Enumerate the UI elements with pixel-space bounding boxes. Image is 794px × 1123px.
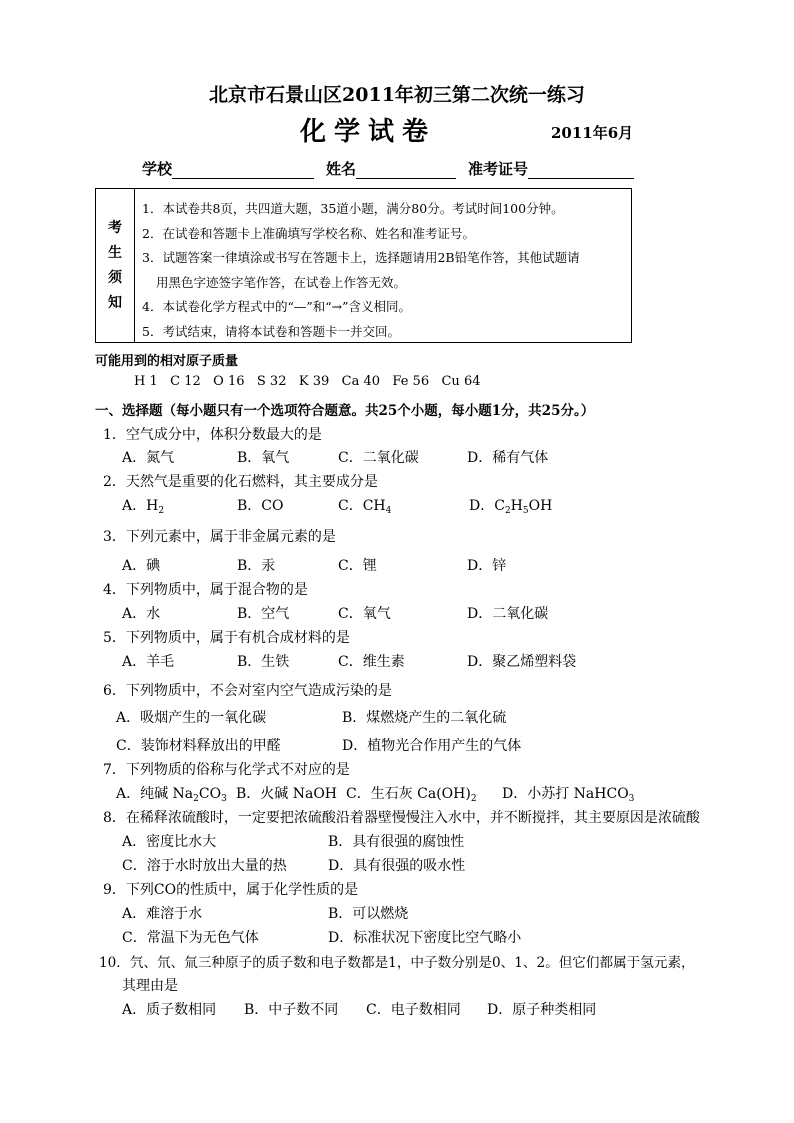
q1-option-c: C．二氧化碳: [338, 450, 419, 466]
atomic-mass-values: H 1 C 12 O 16 S 32 K 39 Ca 40 Fe 56 Cu 64: [134, 374, 481, 389]
q6-option-c: C．装饰材料释放出的甲醛: [116, 738, 281, 754]
question-8-stem: 8．在稀释浓硫酸时，一定要把浓硫酸沿着器壁慢慢注入水中，并不断搅拌，其主要原因是浓硫酸: [103, 810, 700, 826]
question-7-stem: 7．下列物质的俗称与化学式不对应的是: [103, 762, 350, 778]
question-6-stem: 6．下列物质中，不会对室内空气造成污染的是: [103, 683, 392, 699]
q7-option-a: A．纯碱 $Na_2CO_3$: [116, 786, 227, 804]
q6-option-b: B．煤燃烧产生的二氧化硫: [342, 710, 507, 726]
q8-option-b: B．具有很强的腐蚀性: [328, 834, 465, 850]
q10-option-d: D．原子种类相同: [487, 1002, 597, 1018]
question-2-stem: 2．天然气是重要的化石燃料，其主要成分是: [103, 474, 378, 490]
q4-option-d: D．二氧化碳: [467, 606, 549, 622]
q1-option-a: A．氮气: [122, 450, 175, 466]
q6-option-d: D．植物光合作用产生的气体: [342, 738, 522, 754]
name-label: 姓名: [326, 160, 357, 178]
question-4-stem: 4．下列物质中，属于混合物的是: [103, 582, 308, 598]
exam-subject: 化学试卷: [300, 117, 437, 147]
notice-line: 2．在试卷和答题卡上准确填写学校名称、姓名和准考证号。: [142, 225, 475, 241]
q6-option-a: A．吸烟产生的一氧化碳: [116, 710, 267, 726]
notice-line: 3．试题答案一律填涂或书写在答题卡上，选择题请用2B铅笔作答，其他试题请: [142, 250, 580, 265]
question-10-stem-cont: 其理由是: [122, 978, 178, 994]
q10-option-a: A．质子数相同: [122, 1002, 217, 1018]
q10-option-c: C．电子数相同: [366, 1002, 461, 1018]
q1-option-b: B．氧气: [237, 450, 290, 466]
notice-body: [134, 197, 627, 344]
q4-option-b: B．空气: [237, 606, 290, 622]
q2-option-b: B．CO: [237, 498, 284, 514]
q7-option-c: C．生石灰 $Ca(OH)_2$: [346, 786, 477, 804]
q8-option-a: A．密度比水大: [122, 834, 217, 850]
q9-option-c: C．常温下为无色气体: [122, 930, 259, 946]
section-title: 一、选择题（每小题只有一个选项符合题意。共25个小题，每小题1分，共25分。）: [95, 403, 595, 419]
notice-line: 用黑色字迹签字笔作答，在试卷上作答无效。: [156, 274, 407, 290]
notice-heading: 考 生 须 知: [96, 189, 135, 342]
q7-option-d: D．小苏打 NaHCO$_3$: [502, 786, 635, 804]
q2-option-d: D．$C_2H_5OH$: [469, 498, 553, 516]
q3-option-a: A．碘: [122, 558, 161, 574]
q5-option-d: D．聚乙烯塑料袋: [467, 654, 577, 670]
q2-option-a: A．$H_2$: [122, 498, 165, 516]
q9-option-b: B．可以燃烧: [328, 906, 409, 922]
notice-line: 5．考试结束，请将本试卷和答题卡一并交回。: [142, 323, 400, 339]
question-9-stem: 9．下列CO的性质中，属于化学性质的是: [103, 882, 359, 898]
notice-line: 4．本试卷化学方程式中的“—”和“→”含义相同。: [142, 299, 411, 314]
q4-option-c: C．氧气: [338, 606, 391, 622]
school-label: 学校: [142, 160, 173, 178]
q7-option-b: B．火碱 NaOH: [236, 786, 338, 802]
notice-box: [95, 188, 632, 343]
notice-line: 1．本试卷共8页，共四道大题，35道小题，满分80分。考试时间100分钟。: [142, 201, 564, 216]
question-3-stem: 3．下列元素中，属于非金属元素的是: [103, 529, 336, 545]
student-info-fields: [142, 158, 646, 179]
q3-option-c: C．锂: [338, 558, 377, 574]
exam-title: 北京市石景山区2011年初三第二次统一练习: [209, 84, 585, 106]
exam-no-input-line[interactable]: [528, 162, 634, 179]
q5-option-a: A．羊毛: [122, 654, 175, 670]
q5-option-c: C．维生素: [338, 654, 405, 670]
q2-option-c: C．$CH_4$: [338, 498, 392, 516]
question-10-stem: 10．氕、氘、氚三种原子的质子数和电子数都是1，中子数分别是0、1、2。但它们都属于氢元素，: [99, 955, 695, 971]
question-1-stem: 1．空气成分中，体积分数最大的是: [103, 427, 322, 443]
q3-option-b: B．汞: [237, 558, 276, 574]
q8-option-c: C．溶于水时放出大量的热: [122, 858, 287, 874]
name-input-line[interactable]: [356, 162, 456, 179]
q10-option-b: B．中子数不同: [244, 1002, 339, 1018]
school-input-line[interactable]: [172, 162, 314, 179]
exam-date: 2011年6月: [551, 124, 634, 142]
exam-no-label: 准考证号: [468, 160, 529, 178]
q8-option-d: D．具有很强的吸水性: [328, 858, 466, 874]
question-5-stem: 5．下列物质中，属于有机合成材料的是: [103, 630, 350, 646]
q3-option-d: D．锌: [467, 558, 507, 574]
atomic-mass-label: 可能用到的相对原子质量: [95, 354, 239, 369]
q9-option-d: D．标准状况下密度比空气略小: [328, 930, 522, 946]
q1-option-d: D．稀有气体: [467, 450, 549, 466]
q5-option-b: B．生铁: [237, 654, 290, 670]
q9-option-a: A．难溶于水: [122, 906, 203, 922]
q4-option-a: A．水: [122, 606, 161, 622]
